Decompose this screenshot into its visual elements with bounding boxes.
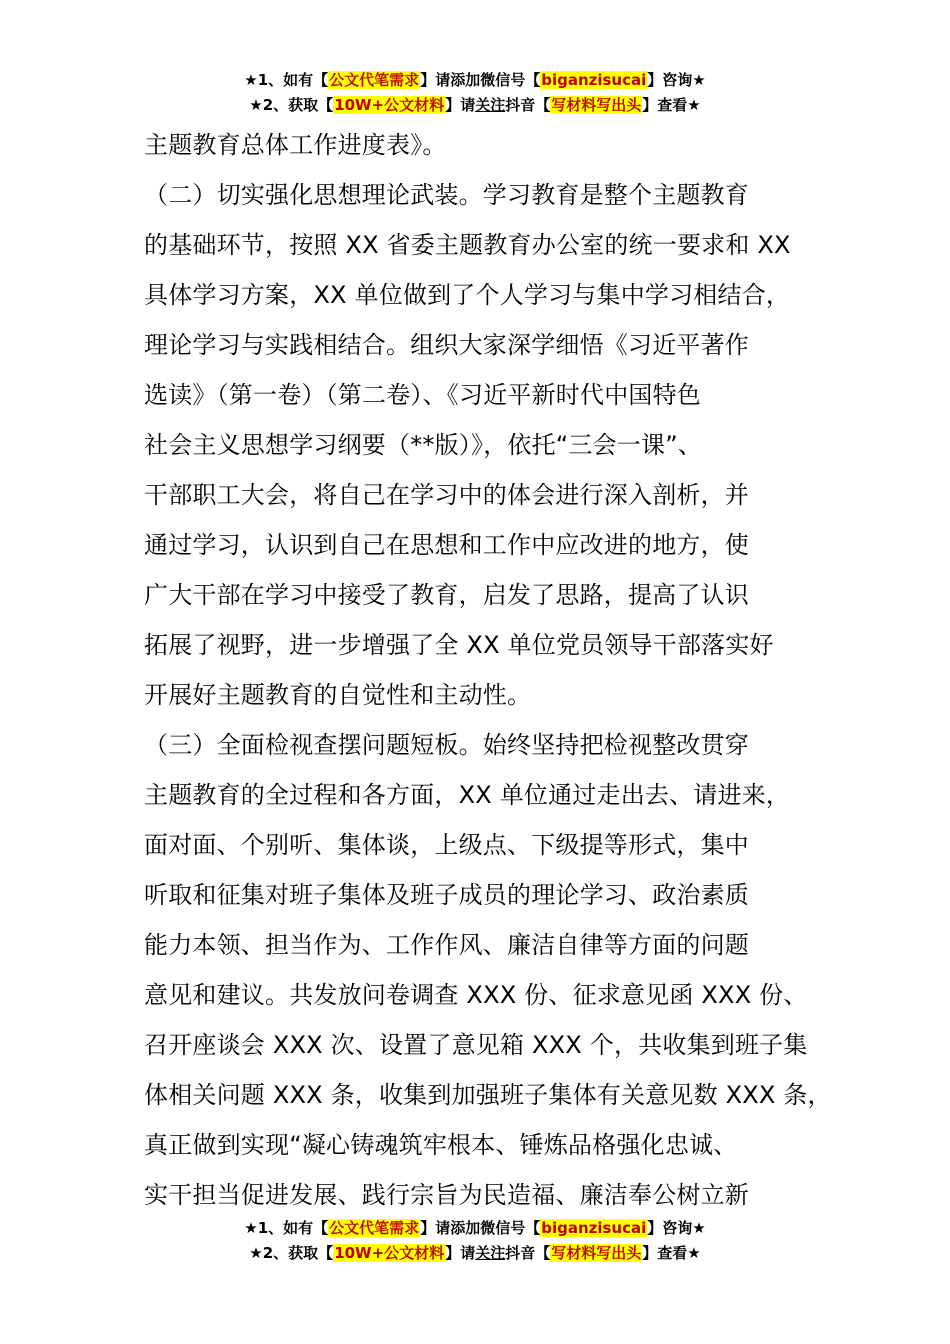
wechat-id: biganzisucai — [541, 1219, 647, 1237]
body-line: 开展好主题教育的自觉性和主动性。 — [144, 681, 532, 709]
banner-text: 】查看★ — [642, 96, 701, 114]
banner-line-1 — [0, 1216, 950, 1241]
body-line: 社会主义思想学习纲要（**版）》，依托“三会一课”、 — [144, 431, 703, 459]
banner-text: 抖音【 — [505, 96, 551, 114]
body-line: 实干担当促进发展、践行宗旨为民造福、廉洁奉公树立新 — [144, 1181, 749, 1209]
body-line: 能力本领、担当作为、工作作风、廉洁自律等方面的问题 — [144, 931, 749, 959]
wechat-id: biganzisucai — [541, 71, 647, 89]
underlined-text: 关注 — [475, 1244, 506, 1262]
banner-text: 】请 — [445, 1244, 476, 1262]
banner-text: 】查看★ — [642, 1244, 701, 1262]
body-line: 召开座谈会 XXX 次、设置了意见箱 XXX 个，共收集到班子集 — [144, 1031, 808, 1059]
highlight-text: 公文代笔需求 — [329, 71, 420, 89]
body-line: 意见和建议。共发放问卷调查 XXX 份、征求意见函 XXX 份、 — [144, 981, 808, 1009]
banner-text: 】请添加微信号【 — [420, 1219, 541, 1237]
banner-text: ★2、获取【 — [249, 96, 334, 114]
banner-text: 】请 — [445, 96, 476, 114]
header-banner — [0, 68, 950, 118]
banner-text: ★1、如有【 — [244, 1219, 329, 1237]
body-line: 理论学习与实践相结合。组织大家深学细悟《习近平著作 — [144, 331, 749, 359]
body-line: 主题教育总体工作进度表》。 — [144, 131, 447, 159]
highlight-text: 10W+公文材料 — [334, 1244, 445, 1262]
body-line: 体相关问题 XXX 条，收集到加强班子集体有关意见数 XXX 条， — [144, 1081, 832, 1109]
banner-line-2 — [0, 1241, 950, 1266]
body-line: 具体学习方案，XX 单位做到了个人学习与集中学习相结合， — [144, 281, 791, 309]
body-line: 广大干部在学习中接受了教育，启发了思路，提高了认识 — [144, 581, 749, 609]
douyin-account: 写材料写出头 — [551, 1244, 642, 1262]
body-line: 通过学习，认识到自己在思想和工作中应改进的地方，使 — [144, 531, 749, 559]
body-line: （三）全面检视查摆问题短板。始终坚持把检视整改贯穿 — [144, 731, 749, 759]
underlined-text: 关注 — [475, 96, 506, 114]
highlight-text: 公文代笔需求 — [329, 1219, 420, 1237]
banner-line-2 — [0, 93, 950, 118]
banner-text: ★1、如有【 — [244, 71, 329, 89]
banner-text: 】咨询★ — [647, 71, 706, 89]
banner-text: 抖音【 — [505, 1244, 551, 1262]
banner-text: 】请添加微信号【 — [420, 71, 541, 89]
banner-line-1 — [0, 68, 950, 93]
highlight-text: 10W+公文材料 — [334, 96, 445, 114]
body-line: （二）切实强化思想理论武装。学习教育是整个主题教育 — [144, 181, 749, 209]
body-line: 选读》（第一卷）（第二卷）、《习近平新时代中国特色 — [144, 381, 701, 409]
footer-banner — [0, 1216, 950, 1266]
banner-text: 】咨询★ — [647, 1219, 706, 1237]
body-line: 主题教育的全过程和各方面，XX 单位通过走出去、请进来， — [144, 781, 791, 809]
banner-text: ★2、获取【 — [249, 1244, 334, 1262]
body-line: 拓展了视野，进一步增强了全 XX 单位党员领导干部落实好 — [144, 631, 774, 659]
body-line: 干部职工大会，将自己在学习中的体会进行深入剖析，并 — [144, 481, 749, 509]
body-line: 真正做到实现“凝心铸魂筑牢根本、锤炼品格强化忠诚、 — [144, 1131, 738, 1159]
body-line: 面对面、个别听、集体谈，上级点、下级提等形式，集中 — [144, 831, 749, 859]
body-line: 的基础环节，按照 XX 省委主题教育办公室的统一要求和 XX — [144, 231, 791, 259]
body-line: 听取和征集对班子集体及班子成员的理论学习、政治素质 — [144, 881, 749, 909]
douyin-account: 写材料写出头 — [551, 96, 642, 114]
